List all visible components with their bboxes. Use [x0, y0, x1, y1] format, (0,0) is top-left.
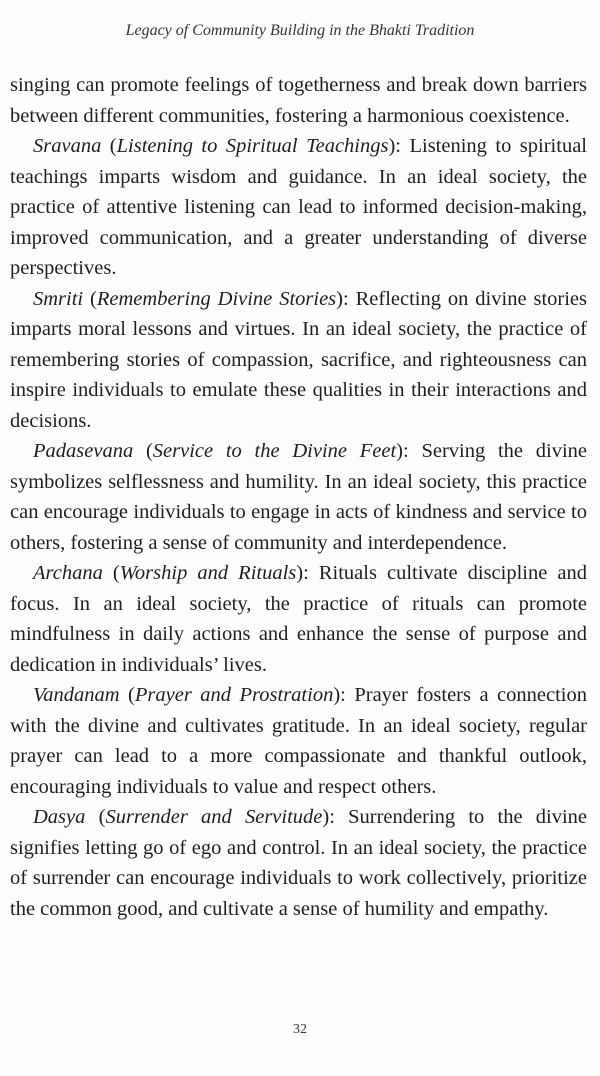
gloss-open: ( [102, 562, 120, 584]
gloss-archana: Worship and Rituals [119, 562, 297, 584]
term-dasya: Dasya [33, 806, 86, 828]
paragraph-archana [10, 558, 587, 680]
body-text [10, 70, 587, 924]
gloss-padasevana: Service to the Divine Feet [152, 440, 397, 462]
gloss-open: ( [83, 287, 97, 310]
paragraph-sravana [10, 131, 587, 284]
paragraph-text: Rituals cultivate discipline and focus. In an ideal society, the practice of rituals can promote mindfulness in daily actions and enhance the sense of purpose and dedication in individuals’ lives. [10, 562, 587, 676]
gloss-open: ( [119, 684, 135, 706]
gloss-close: ): [296, 562, 319, 584]
paragraph-text: Reflecting on divine stories imparts moral lessons and virtues. In an ideal society, the practice of remembering stories of compassion, sacrifice, and righteousness can inspire individuals to emulate these qualities in their interactions and decisions. [10, 287, 587, 432]
gloss-dasya: Surrender and Servitude [105, 806, 323, 828]
paragraph-text: Surrendering to the divine signifies letting go of ego and control. In an ideal society, the practice of surrender can encourage individuals to work collectively, prioritize the common good, and cultivate a sense of humility and empathy. [10, 806, 587, 920]
term-padasevana: Padasevana [33, 440, 134, 462]
gloss-open: ( [85, 806, 106, 828]
opening-paragraph: singing can promote feelings of togetherness and break down barriers between different communities, fostering a harmonious coexistence. [10, 74, 587, 127]
paragraph-padasevana [10, 436, 587, 558]
gloss-open: ( [133, 440, 153, 462]
gloss-close: ): [336, 287, 356, 310]
gloss-close: ): [388, 135, 410, 157]
page-number: 32 [293, 1022, 307, 1037]
paragraph-smriti [10, 284, 587, 437]
paragraph-dasya [10, 802, 587, 924]
gloss-close: ): [396, 440, 422, 462]
term-sravana: Sravana [33, 135, 102, 157]
gloss-open: ( [101, 135, 117, 157]
term-archana: Archana [33, 562, 103, 584]
term-vandanam: Vandanam [33, 684, 120, 706]
gloss-smriti: Remembering Divine Stories [96, 287, 337, 310]
gloss-close: ): [322, 806, 349, 828]
paragraph-text: Prayer fosters a connection with the divine and cultivates gratitude. In an ideal society, regular prayer can lead to a more compassionate and thankful outlook, encouraging individuals to value and respect others. [10, 684, 587, 798]
paragraph-vandanam [10, 680, 587, 802]
gloss-close: ): [333, 684, 355, 706]
term-smriti: Smriti [33, 287, 84, 310]
gloss-vandanam: Prayer and Prostration [134, 684, 334, 706]
paragraph-text: Listening to spiritual teachings imparts wisdom and guidance. In an ideal society, the practice of attentive listening can lead to informed decision-making, improved communication, and a greater understanding of diverse perspectives. [10, 135, 587, 279]
gloss-sravana: Listening to Spiritual Teachings [116, 135, 389, 157]
running-header: Legacy of Community Building in the Bhakti Tradition [125, 22, 475, 39]
paragraph-text: Serving the divine symbolizes selflessness and humility. In an ideal society, this practice can encourage individuals to engage in acts of kindness and service to others, fostering a sense of community and interdependence. [10, 440, 587, 554]
